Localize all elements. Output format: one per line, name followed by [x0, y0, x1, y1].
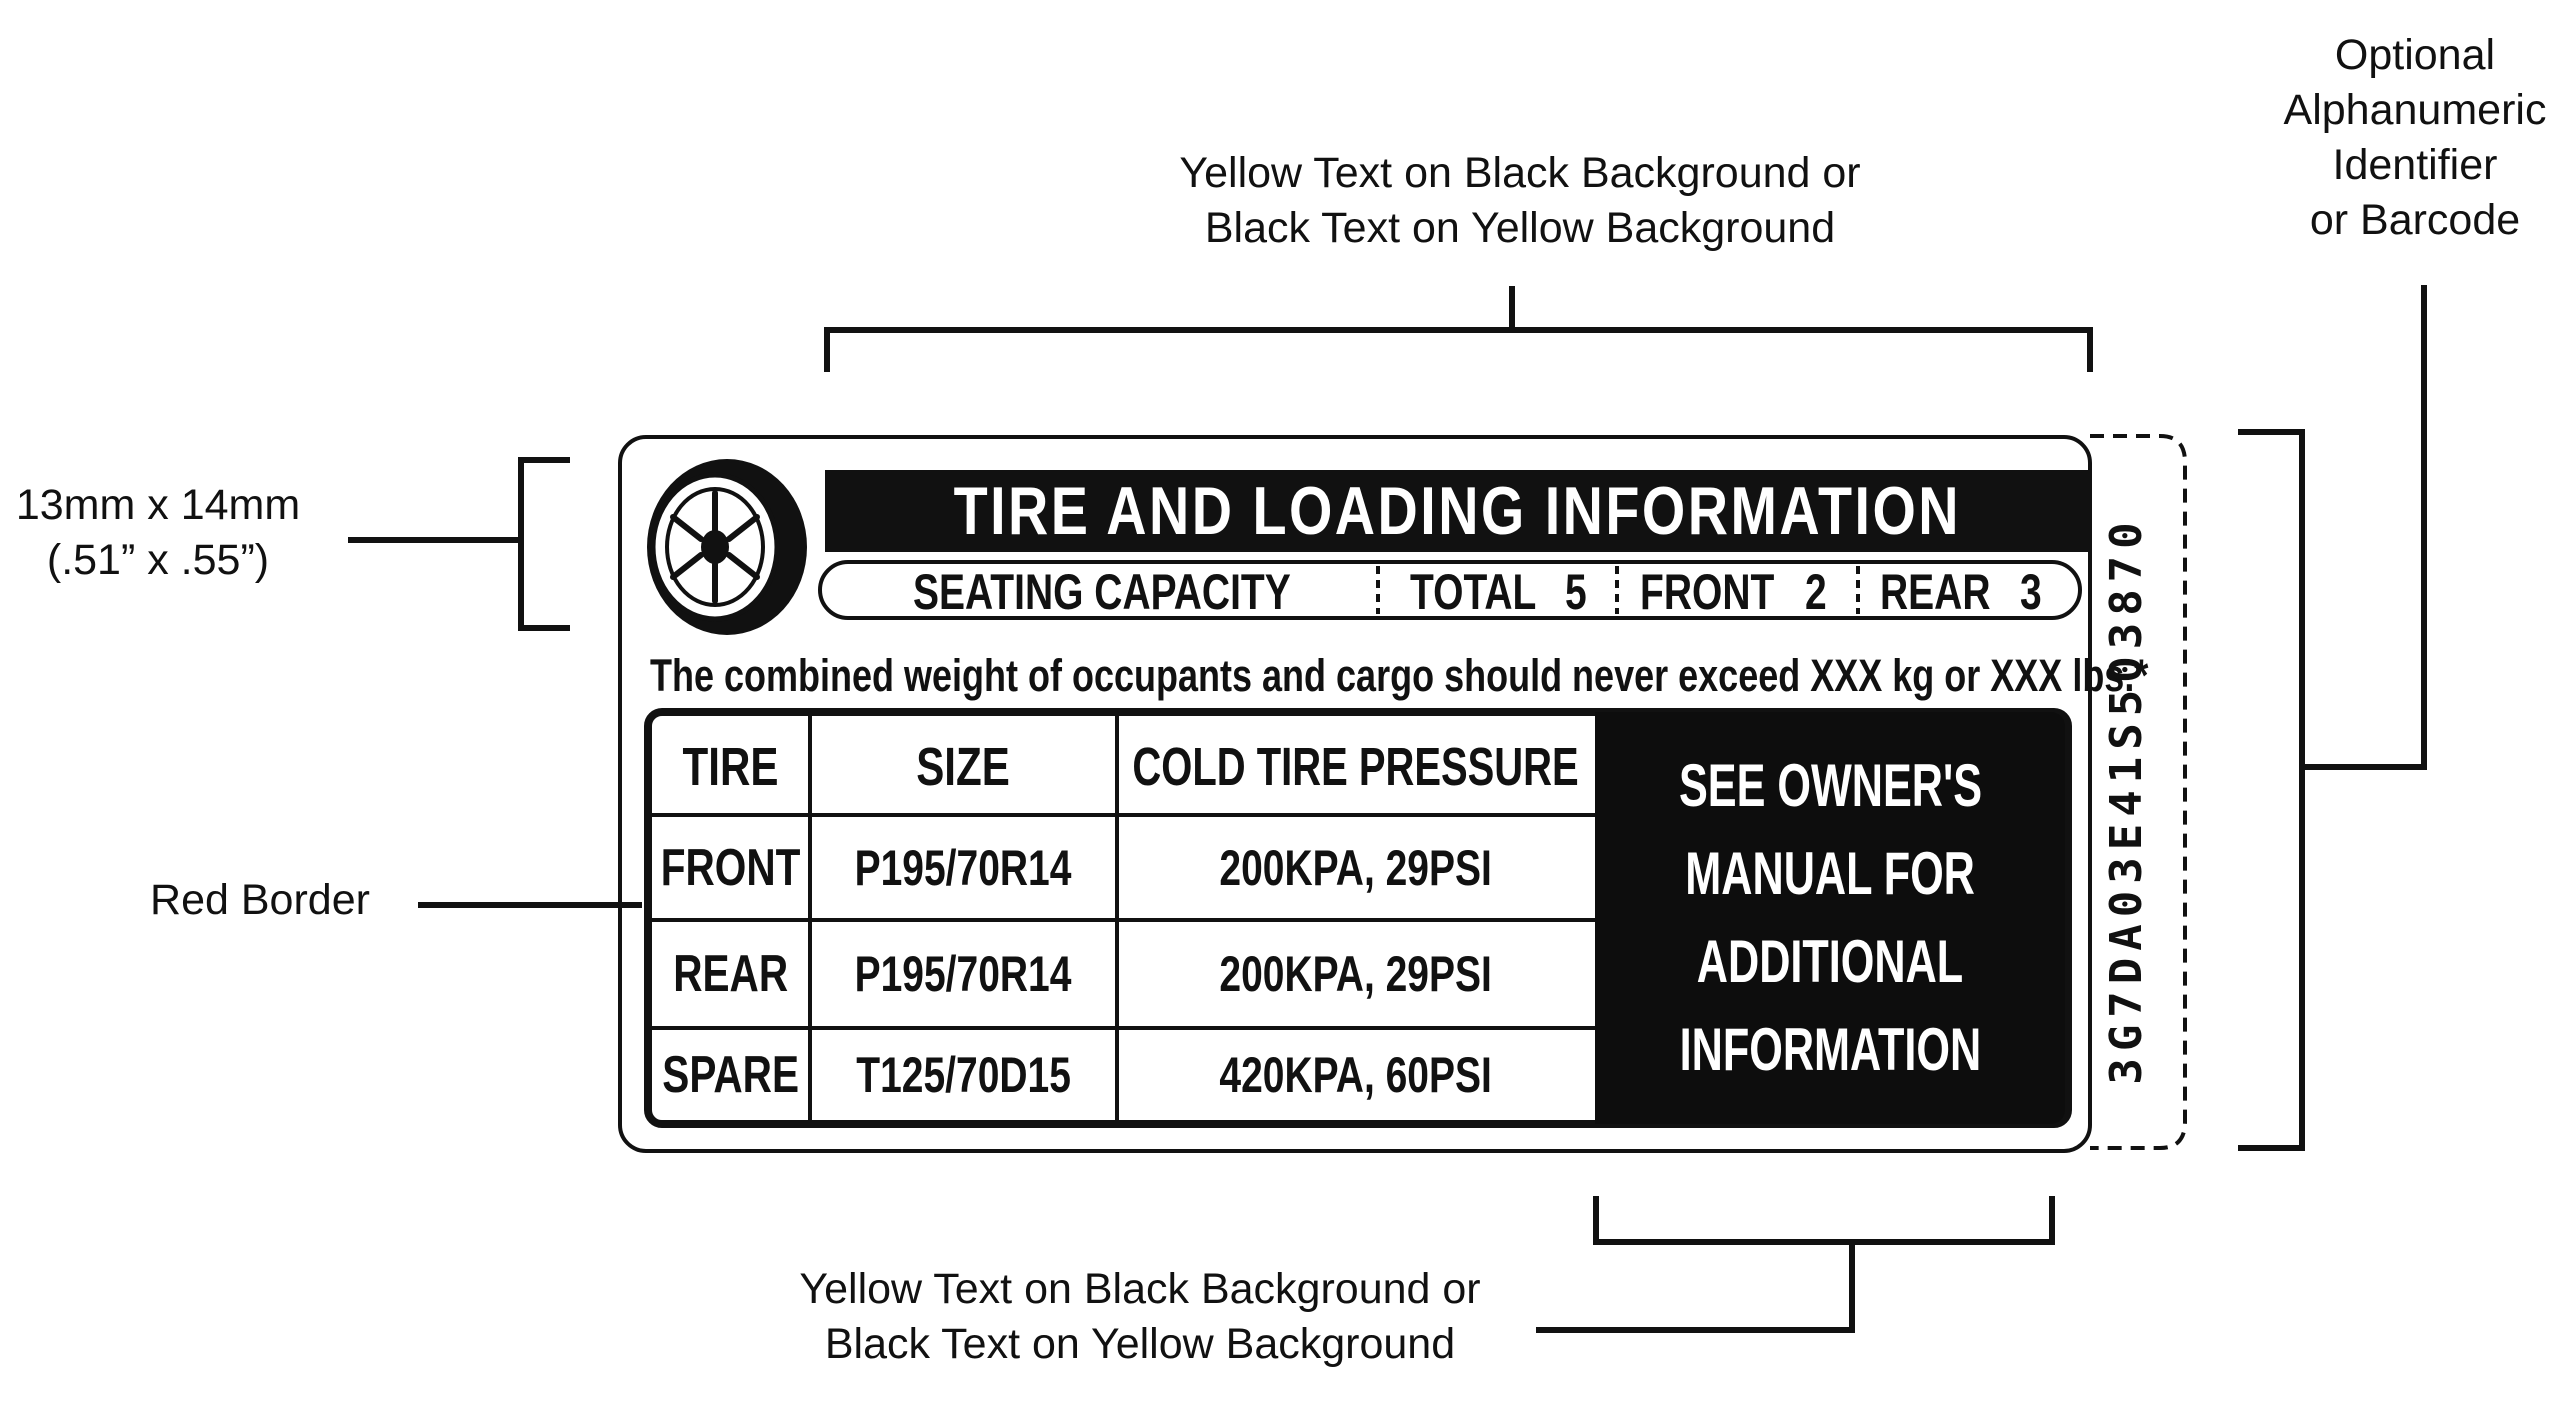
- seating-front-label: FRONT: [1640, 564, 1775, 620]
- seating-rear-label: REAR: [1880, 564, 1991, 620]
- top-color-callout: Yellow Text on Black Background or Black Text on Yellow Background: [1179, 149, 1861, 252]
- owners-manual-notice: SEE OWNER'S MANUAL FOR ADDITIONAL INFORMATION: [1595, 712, 2065, 1124]
- header-tire: TIRE: [683, 736, 779, 797]
- border-callout: Red Border: [150, 876, 370, 924]
- tire-icon: [647, 459, 807, 635]
- seating-front-value: 2: [1805, 564, 1827, 620]
- seating-total-value: 5: [1565, 564, 1587, 620]
- seating-total-label: TOTAL: [1410, 564, 1537, 620]
- header-pressure: COLD TIRE PRESSURE: [1132, 736, 1580, 797]
- seating-caption: SEATING CAPACITY: [913, 564, 1291, 620]
- table-row-spare-size: T125/70D15: [856, 1047, 1071, 1103]
- table-row-front-tire: FRONT: [661, 838, 801, 897]
- weight-statement: The combined weight of occupants and cargo should never exceed XXX kg or XXX lbs.*: [650, 650, 2149, 701]
- seating-rear-value: 3: [2020, 564, 2042, 620]
- table-row-rear-tire: REAR: [673, 945, 789, 1003]
- icon-size-bracket: [521, 460, 570, 628]
- table-row-front-pressure: 200KPA, 29PSI: [1219, 839, 1493, 896]
- bottom-color-callout: Yellow Text on Black Background or Black Text on Yellow Background: [799, 1265, 1481, 1368]
- table-row-front-size: P195/70R14: [855, 839, 1072, 896]
- label-title: TIRE AND LOADING INFORMATION: [953, 473, 1962, 549]
- table-row-rear-pressure: 200KPA, 29PSI: [1219, 946, 1493, 1002]
- icon-size-callout: 13mm x 14mm (.51” x .55”): [15, 481, 301, 584]
- top-color-bracket: [827, 330, 2090, 372]
- identifier-bracket: [2238, 432, 2302, 1148]
- identifier-leader: [2302, 285, 2424, 767]
- label-title-bar: [825, 470, 2090, 552]
- table-row-rear-size: P195/70R14: [855, 946, 1072, 1002]
- table-row-spare-pressure: 420KPA, 60PSI: [1219, 1047, 1493, 1103]
- identifier-code: 3G7DA03E41S503870: [2101, 515, 2152, 1085]
- identifier-callout: Optional Alphanumeric Identifier or Barcode: [2283, 31, 2547, 244]
- table-row-spare-tire: SPARE: [662, 1046, 800, 1104]
- bottom-color-bracket: [1596, 1196, 2052, 1242]
- header-size: SIZE: [916, 736, 1011, 797]
